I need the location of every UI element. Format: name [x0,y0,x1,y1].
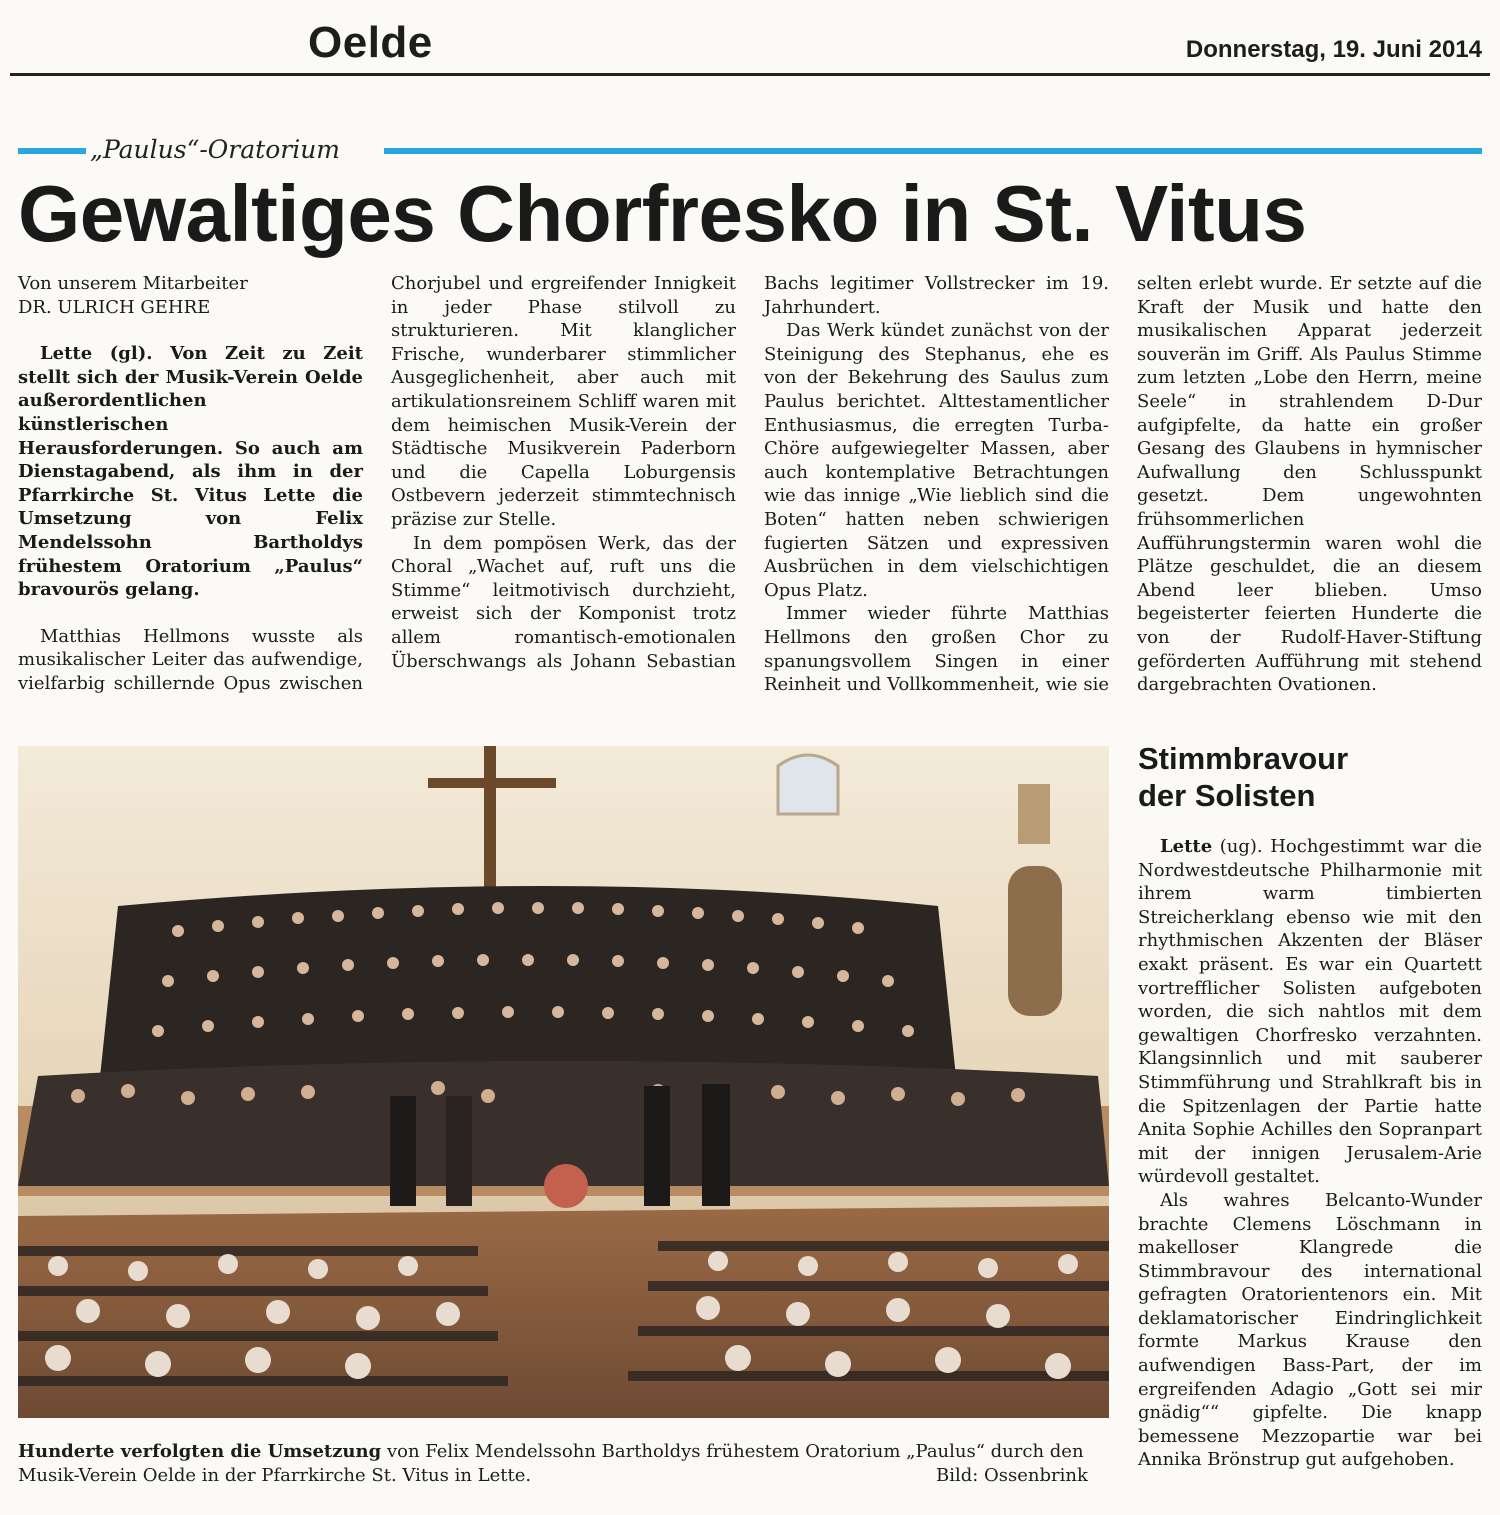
concert-photo-illustration [18,746,1109,1418]
body-paragraph-1: Matthias Hellmons wusste als musikalischer Leiter das aufwendige, vielfarbig schillernde Opus zwischen Chorjubel und ergreifender Innigkeit in jeder Phase stilvoll zu strukturieren. Mit klanglicher Frische, wunderbarer stimmlicher Ausgeglichenheit, aber auch mit artikulationsreinem Schliff waren mit dem heimischen Musik-Verein der Städtische Musikverein Paderborn und die Capella Loburgensis Ostbevern jederzeit stimmtechnisch präzise zur Stelle. [18,273,736,694]
body-paragraph-2: In dem pompösen Werk, das der Choral „Wachet auf, ruft uns die Stimme“ leitmotivisch durchzieht, erweist sich der Komponist trotz allem romantisch-emotionalen Überschwangs als Johann Sebastian Bachs legitimer Vollstrecker im 19. Jahrhundert. [391,273,1109,672]
byline-line1: Von unserem Mitarbeiter [18,273,248,294]
lead-text: Von Zeit zu Zeit stellt sich der Musik-Verein Oelde außerordentlichen künstlerischen Herausforderungen. So auch am Dienstagabend, als ihm in der Pfarrkirche St. Vitus Lette die Umsetzung von Felix Mendelssohn Bartholdys frühestem Oratorium „Paulus“ bravourös gelang. [18,343,363,601]
sidebar-headline: Stimmbravour der Solisten [1138,741,1349,813]
town-name: Oelde [308,18,433,67]
issue-date: Donnerstag, 19. Juni 2014 [1185,36,1482,63]
masthead-rule [10,73,1490,76]
sidebar-body [1138,835,1482,1472]
sidebar-text-1: Hochgestimmt war die Nordwestdeutsche Philharmonie mit ihrem warm timbierten Streicherklang ebenso wie mit den rhythmischen Akzenten der Bläser exakt präsent. Es war ein Quartett vortrefflicher Solisten aufgeboten worden, die sich nahtlos mit dem gewaltigen Chorfresko verzahnten. Klangsinnlich und mit sauberer Stimmführung und Strahlkraft bis in die Spitzenlagen der Partie hatte Anita Sophie Achilles den Sopranpart mit der innigen Jerusalem-Arie würdevoll gestaltet. [1138,836,1482,1188]
sidebar-paragraph-2: Als wahres Belcanto-Wunder brachte Clemens Löschmann in makelloser Klangrede die Stimmbravour des international gefragten Oratorientenors ein. Mit deklamatorischer Eindringlichkeit formte Markus Krause den aufwendigen Bass-Part, der im ergreifenden Adagio „Gott sei mir gnädig““ gipfelte. Die knapp bemessene Mezzopartie war bei Annika Brönstrup gut aufgehoben. [1138,1189,1482,1471]
sidebar-paragraph-1 [1138,835,1482,1189]
sidebar-dateline-rest: (ug). [1219,836,1263,857]
caption-lead: Hunderte verfolgten die Umsetzung [18,1441,382,1462]
lead-paragraph [18,342,363,602]
body-paragraph-4: Immer wieder führte Matthias Hellmons den großen Chor zu spanungsvollem Singen in einer Reinheit und Vollkommenheit, wie sie selten erlebt wurde. Er setzte auf die Kraft der Musik und hatte den musikalischen Apparat jederzeit souverän im Griff. Als Paulus Stimme zum letzten „Lobe den Herrn, meine Seele“ in strahlendem D-Dur aufgipfelte, da hatte ein großer Gesang des Glaubens in hymnischer Aufwallung den Schlusspunkt gesetzt. Dem ungewohnten frühsommerlichen Aufführungstermin waren wohl die Plätze geschuldet, die an diesem Abend leer blieben. Umso begeisterter feierten Hunderte die von der Rudolf-Haver-Stiftung geförderten Aufführung mit stehend dargebrachten Ovationen. [764,273,1482,696]
sidebar-dateline: Lette [1160,836,1213,857]
kicker: „Paulus“-Oratorium [90,135,341,164]
byline-author: DR. ULRICH GEHRE [18,296,211,318]
byline [18,272,363,319]
article-headline: Gewaltiges Chorfresko in St. Vitus [18,169,1307,258]
body-paragraph-3: Das Werk kündet zunächst von der Steinigung des Stephanus, ehe es von der Bekehrung des Saulus zum Paulus berichtet. Alttestamentlicher Enthusiasmus, die erregten Turba-Chöre aufgewiegelter Massen, aber auch kontemplative Betrachtungen wie das innige „Wie lieblich sind die Boten“ hatten neben schwierigen fugierten Sätzen und expressiven Ausbrüchen in dem vielschichtigen Opus Platz. [764,320,1109,601]
lead-dateline: Lette (gl). [40,343,153,365]
kicker-rule-right [384,148,1482,154]
kicker-rule-left [18,148,86,154]
concert-photo [18,746,1109,1418]
caption-text: von Felix Mendelssohn Bartholdys frühestem Oratorium „Paulus“ durch den Musik-Verein Oelde in der Pfarrkirche St. Vitus in Lette. [18,1441,1084,1486]
article-body [18,272,1482,704]
photo-credit: Bild: Ossenbrink [936,1465,1088,1486]
